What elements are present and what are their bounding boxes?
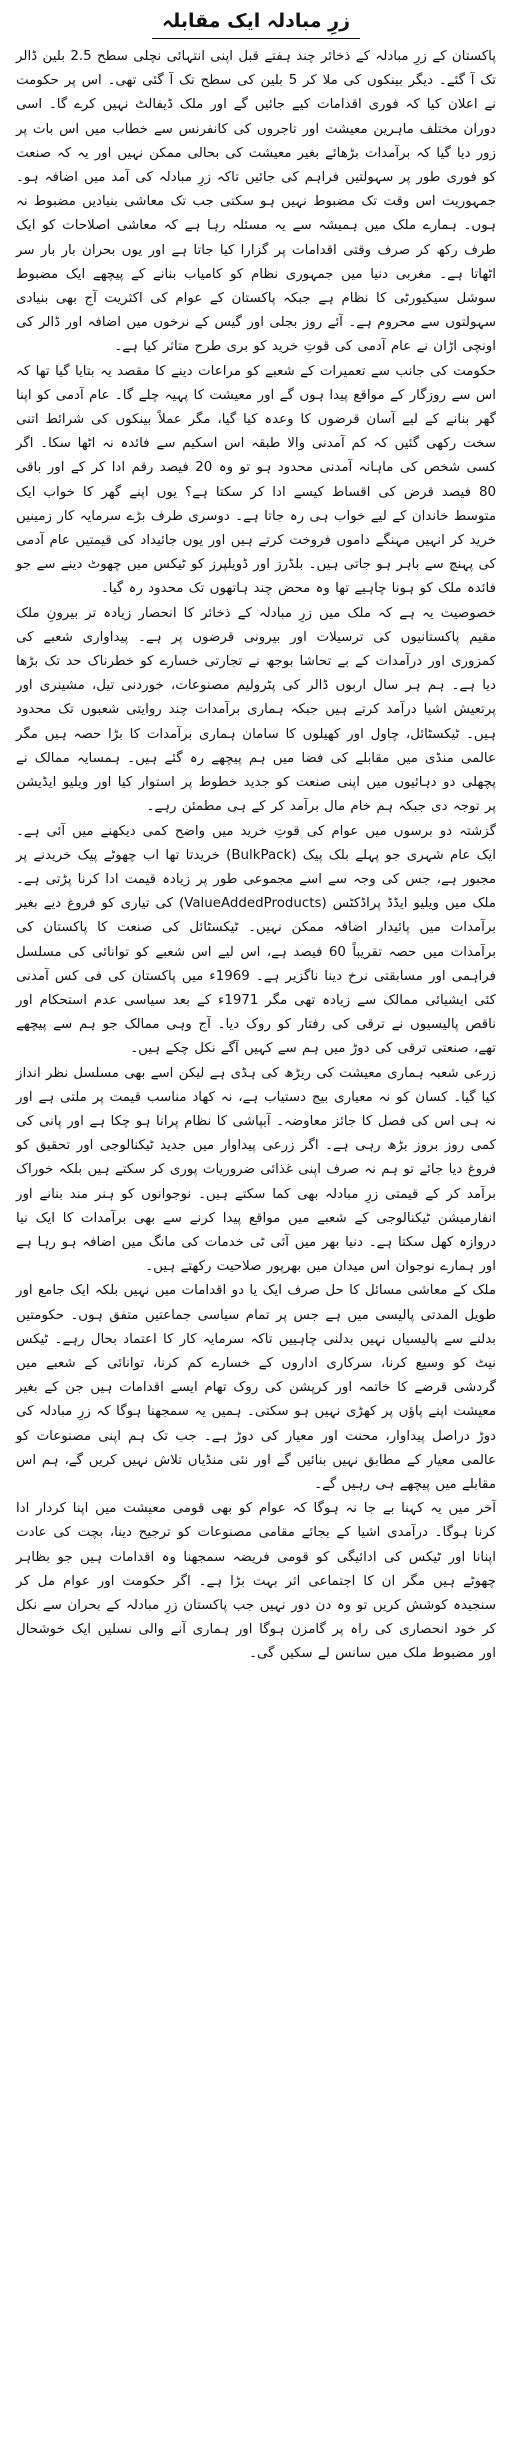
article-paragraph: زرعی شعبہ ہماری معیشت کی ریڑھ کی ہڈی ہے لیکن اسے بھی مسلسل نظر انداز کیا گیا۔ کسان کو نہ معیاری بیج دستیاب ہے، نہ کھاد مناسب قیمت پر ملتی ہے اور نہ ہی اس کی فصل کا جائز معاوضہ۔ آبپاشی کا نظام پرانا ہو چکا ہے اور پانی کی کمی روز بروز بڑھ رہی ہے۔ اگر زرعی پیداوار میں جدید ٹیکنالوجی اور تحقیق کو فروغ دیا جائے تو ہم نہ صرف اپنی غذائی ضروریات پوری کر سکتے ہیں بلکہ خوراک برآمد کر کے قیمتی زرِ مبادلہ بھی کما سکتے ہیں۔ نوجوانوں کو ہنر مند بنانے اور انفارمیشن ٹیکنالوجی کے شعبے میں مواقع پیدا کرنے سے بھی برآمدات کا ایک نیا دروازہ کھل سکتا ہے۔ دنیا بھر میں آئی ٹی خدمات کی مانگ میں اضافہ ہو رہا ہے اور ہمارے نوجوان اس میدان میں بھرپور صلاحیت رکھتے ہیں۔	[16, 1065, 496, 1275]
article-paragraph: گزشتہ دو برسوں میں عوام کی قوتِ خرید میں واضح کمی دیکھنے میں آئی ہے۔ ایک عام شہری جو پہلے بلک پیک (BulkPack) خریدتا تھا اب چھوٹے پیک خریدنے پر مجبور ہے، جس کی وجہ سے اسے مجموعی طور پر زیادہ قیمت ادا کرنا پڑتی ہے۔ ملک میں ویلیو ایڈڈ پراڈکٹس (ValueAddedProducts) کی تیاری کو فروغ دیے بغیر برآمدات میں پائیدار اضافہ ممکن نہیں۔ ٹیکسٹائل کی صنعت کا پاکستان کی برآمدات میں حصہ تقریباً 60 فیصد ہے، اس لیے اس شعبے کو توانائی کی مسلسل فراہمی اور مسابقتی نرخ دینا ناگزیر ہے۔ 1969ء میں پاکستان کی فی کس آمدنی کئی ایشیائی ممالک سے زیادہ تھی مگر 1971ء کے بعد سیاسی عدم استحکام اور ناقص پالیسیوں نے ترقی کی رفتار کو روک دیا۔ آج وہی ممالک جو ہم سے پیچھے تھے، صنعتی ترقی کی دوڑ میں ہم سے کہیں آگے نکل چکے ہیں۔	[16, 823, 496, 1057]
article-paragraph: خصوصیت یہ ہے کہ ملک میں زرِ مبادلہ کے ذخائر کا انحصار زیادہ تر بیرونِ ملک مقیم پاکستانیوں کی ترسیلات اور بیرونی قرضوں پر ہے۔ پیداواری شعبے کی کمزوری اور درآمدات کے بے تحاشا بوجھ نے تجارتی خسارے کو خطرناک حد تک بڑھا دیا ہے۔ ہم ہر سال اربوں ڈالر کی پٹرولیم مصنوعات، خوردنی تیل، مشینری اور پرتعیش اشیا درآمد کرتے ہیں جبکہ ہماری برآمدات چند روایتی شعبوں تک محدود ہیں۔ ٹیکسٹائل، چاول اور کھیلوں کا سامان ہماری برآمدات کا بڑا حصہ ہیں مگر عالمی منڈی میں مقابلے کی فضا میں ہم پیچھے رہ گئے ہیں۔ ہمسایہ ممالک نے پچھلی دو دہائیوں میں اپنی صنعت کو جدید خطوط پر استوار کیا اور ویلیو ایڈیشن پر توجہ دی جبکہ ہم خام مال برآمد کر کے ہی مطمئن رہے۔	[16, 605, 496, 815]
article-paragraph: ملک کے معاشی مسائل کا حل صرف ایک یا دو اقدامات میں نہیں بلکہ ایک جامع اور طویل المدتی پالیسی میں ہے جس پر تمام سیاسی جماعتیں متفق ہوں۔ حکومتیں بدلنے سے پالیسیاں نہیں بدلنی چاہییں تاکہ سرمایہ کار کا اعتماد بحال رہے۔ ٹیکس نیٹ کو وسیع کرنا، سرکاری اداروں کے خسارے کم کرنا، توانائی کے شعبے میں گردشی قرضے کا خاتمہ اور کرپشن کی روک تھام ایسے اقدامات ہیں جن کے بغیر معیشت اپنے پاؤں پر کھڑی نہیں ہو سکتی۔ ہمیں یہ سمجھنا ہوگا کہ زرِ مبادلہ کی دوڑ دراصل پیداوار، محنت اور معیار کی دوڑ ہے۔ جب تک ہم اپنی مصنوعات کو عالمی معیار کے مطابق نہیں بنائیں گے اور نئی منڈیاں تلاش نہیں کریں گے، ہم اس مقابلے میں پیچھے ہی رہیں گے۔	[16, 1283, 496, 1492]
article-paragraph: آخر میں یہ کہنا بے جا نہ ہوگا کہ عوام کو بھی قومی معیشت میں اپنا کردار ادا کرنا ہوگا۔ درآمدی اشیا کے بجائے مقامی مصنوعات کو ترجیح دینا، بچت کی عادت اپنانا اور ٹیکس کی ادائیگی کو قومی فریضہ سمجھنا وہ اقدامات ہیں جو بظاہر چھوٹے ہیں مگر ان کا اجتماعی اثر بہت بڑا ہے۔ اگر حکومت اور عوام مل کر سنجیدہ کوشش کریں تو وہ دن دور نہیں جب پاکستان زرِ مبادلہ کے بحران سے نکل کر خود انحصاری کی راہ پر گامزن ہوگا اور ہماری آنے والی نسلیں ایک خوشحال اور مضبوط ملک میں سانس لے سکیں گی۔	[16, 1501, 496, 1662]
article-body	[16, 45, 496, 1667]
article-paragraph: حکومت کی جانب سے تعمیرات کے شعبے کو مراعات دینے کا مقصد یہ بتایا گیا تھا کہ اس سے روزگار کے مواقع پیدا ہوں گے اور معیشت کا پہیہ چلے گا۔ عام آدمی کو اپنا گھر بنانے کے لیے آسان قرضوں کا وعدہ کیا گیا، مگر عملاً بینکوں کی شرائط اتنی سخت رکھی گئیں کہ کم آمدنی والا طبقہ اس اسکیم سے فائدہ نہ اٹھا سکا۔ اگر کسی شخص کی ماہانہ آمدنی محدود ہو تو وہ 20 فیصد رقم ادا کر کے اور باقی 80 فیصد قرض کی اقساط کیسے ادا کر سکتا ہے؟ یوں اپنے گھر کا خواب ایک متوسط خاندان کے لیے خواب ہی رہ جاتا ہے۔ دوسری طرف بڑے سرمایہ کار زمینیں خرید کر انہیں مہنگے داموں فروخت کرتے ہیں اور یوں جائیداد کی قیمتیں عام آدمی کی پہنچ سے باہر ہو جاتی ہیں۔ بلڈرز اور ڈویلپرز کو ٹیکس میں چھوٹ دینے سے جو فائدہ ملک کو ہونا چاہیے تھا وہ محض چند ہاتھوں تک محدود رہ گیا۔	[16, 363, 496, 597]
article-title: زرِ مبادلہ ایک مقابلہ	[16, 6, 496, 39]
article-paragraph: پاکستان کے زرِ مبادلہ کے ذخائر چند ہفتے قبل اپنی انتہائی نچلی سطح 2.5 بلین ڈالر تک آ گئے۔ دیگر بینکوں کی ملا کر 5 بلین کی سطح تک آ گئی تھی۔ اس پر حکومت نے اعلان کیا کہ فوری اقدامات کیے جائیں گے اور ملک ڈیفالٹ نہیں کرے گا۔ اسی دوران مختلف ماہرین معیشت اور تاجروں کی کانفرنس سے خطاب میں اس بات پر زور دیا گیا کہ برآمدات بڑھائے بغیر معیشت کی بحالی ممکن نہیں اور یہ کہ صنعت کو فوری طور پر سہولتیں فراہم کی جائیں تاکہ زرِ مبادلہ کی آمد میں اضافہ ہو۔ جمہوریت اس وقت تک مضبوط نہیں ہو سکتی جب تک معاشی بنیادیں مضبوط نہ ہوں۔ ہمارے ملک میں ہمیشہ سے یہ مسئلہ رہا ہے کہ معاشی اصلاحات کو ایک طرف رکھ کر صرف وقتی اقدامات پر گزارا کیا جاتا ہے اور یوں بحران بار بار سر اٹھاتا ہے۔ مغربی دنیا میں جمہوری نظام کو کامیاب بنانے کے پیچھے ایک مضبوط سوشل سیکیورٹی کا نظام ہے جبکہ پاکستان کے عوام کی اکثریت آج بھی بنیادی سہولتوں سے محروم ہے۔ آئے روز بجلی اور گیس کے نرخوں میں اضافہ اور ڈالر کی اونچی اڑان نے عام آدمی کی قوتِ خرید کو بری طرح متاثر کیا ہے۔	[16, 49, 496, 355]
